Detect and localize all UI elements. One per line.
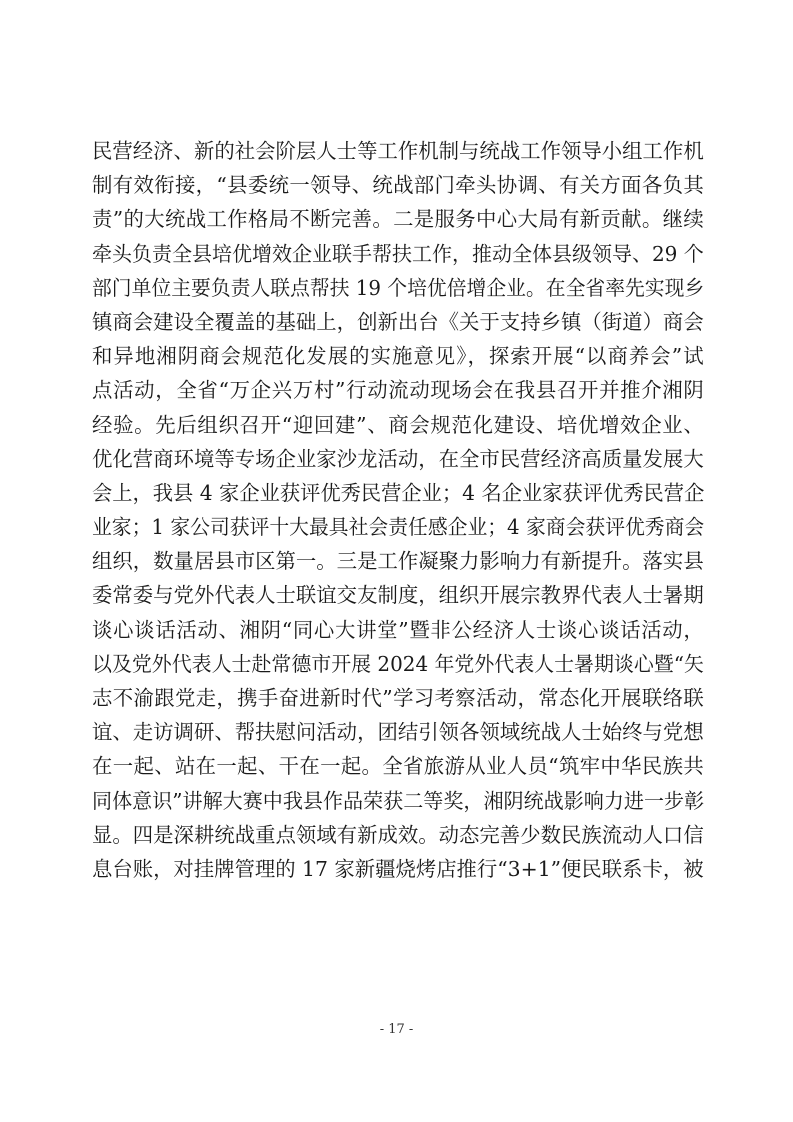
text-line: 谊、走访调研、帮扶慰问活动，团结引领各领域统战人士始终与党想 — [92, 720, 704, 745]
text-line: 业家；1 家公司获评十大最具社会责任感企业；4 家商会获评优秀商会 — [92, 515, 705, 540]
text-line: 组织，数量居县市区第一。三是工作凝聚力影响力有新提升。落实县 — [92, 549, 704, 574]
text-line: 民营经济、新的社会阶层人士等工作机制与统战工作领导小组工作机 — [92, 139, 704, 163]
text-line: 谈心谈话活动、湘阴“同心大讲堂”暨非公经济人士谈心谈话活动， — [92, 617, 705, 642]
text-line: 经验。先后组织召开“迎回建”、商会规范化建设、培优增效企业、 — [92, 412, 705, 437]
text-line: 以及党外代表人士赴常德市开展 2024 年党外代表人士暑期谈心暨“矢 — [92, 651, 704, 676]
text-line: 和异地湘阴商会规范化发展的实施意见》，探索开展“以商养会”试 — [92, 344, 705, 369]
text-line: 在一起、站在一起、干在一起。全省旅游从业人员“筑牢中华民族共 — [92, 754, 705, 779]
text-line: 点活动，全省“万企兴万村”行动流动现场会在我县召开并推介湘阴 — [92, 378, 705, 403]
text-line: 部门单位主要负责人联点帮扶 19 个培优倍增企业。在全省率先实现乡 — [92, 275, 705, 300]
text-line: 优化营商环境等专场企业家沙龙活动，在全市民营经济高质量发展大 — [92, 446, 704, 471]
text-line: 制有效衔接，“县委统一领导、统战部门牵头协调、有关方面各负其 — [92, 173, 705, 198]
text-line: 显。四是深耕统战重点领域有新成效。动态完善少数民族流动人口信 — [92, 822, 704, 847]
text-line: 委常委与党外代表人士联谊交友制度，组织开展宗教界代表人士暑期 — [92, 583, 704, 608]
text-line: 责”的大统战工作格局不断完善。二是服务中心大局有新贡献。继续 — [92, 207, 705, 232]
body-paragraph — [92, 134, 704, 886]
page-number: - 17 - — [379, 1022, 414, 1037]
text-line: 志不渝跟党走，携手奋进新时代”学习考察活动，常态化开展联络联 — [92, 686, 705, 710]
text-line: 牵头负责全县培优增效企业联手帮扶工作，推动全体县级领导、29 个 — [92, 241, 704, 266]
text-line: 同体意识”讲解大赛中我县作品荣获二等奖，湘阴统战影响力进一步彰 — [92, 788, 705, 813]
text-line: 镇商会建设全覆盖的基础上，创新出台《关于支持乡镇（街道）商会 — [92, 309, 704, 334]
text-line: 会上，我县 4 家企业获评优秀民营企业；4 名企业家获评优秀民营企 — [92, 480, 705, 505]
text-line: 息台账，对挂牌管理的 17 家新疆烧烤店推行“3+1”便民联系卡，被 — [92, 856, 704, 881]
